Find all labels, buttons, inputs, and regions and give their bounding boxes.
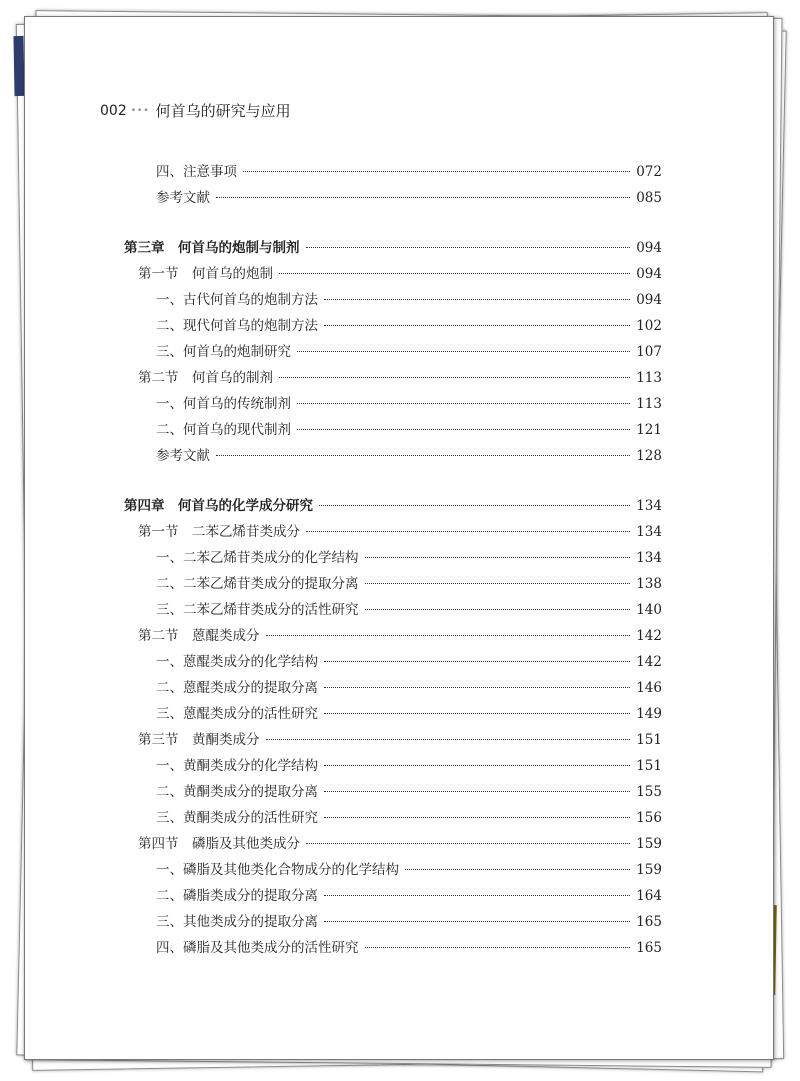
toc-page-number: 134 (636, 550, 662, 566)
toc-page-number: 159 (636, 862, 662, 878)
dot-leader (324, 895, 630, 896)
toc-page-number: 134 (636, 498, 662, 514)
toc-label: 二、蒽醌类成分的提取分离 (156, 680, 318, 696)
toc-entry (156, 314, 662, 334)
dot-leader (324, 299, 630, 300)
dot-leader (324, 791, 630, 792)
toc-page-number: 085 (636, 190, 662, 206)
toc-label: 二、黄酮类成分的提取分离 (156, 784, 318, 800)
dot-leader (324, 713, 630, 714)
dot-leader (279, 273, 630, 274)
toc-label: 四、磷脂及其他类成分的活性研究 (156, 940, 359, 956)
dot-leader (306, 843, 630, 844)
toc-label: 一、黄酮类成分的化学结构 (156, 758, 318, 774)
toc-entry (156, 418, 662, 438)
dot-leader (324, 765, 630, 766)
toc-page-number: 094 (636, 240, 662, 256)
dot-leader (279, 377, 630, 378)
toc-label: 三、何首乌的炮制研究 (156, 344, 291, 360)
dot-leader (324, 817, 630, 818)
toc-page-number: 094 (636, 292, 662, 308)
toc-label: 一、二苯乙烯苷类成分的化学结构 (156, 550, 359, 566)
toc-page-number: 155 (636, 784, 662, 800)
toc-label: 二、何首乌的现代制剂 (156, 422, 291, 438)
toc-label: 一、蒽醌类成分的化学结构 (156, 654, 318, 670)
dot-leader (324, 921, 630, 922)
dot-leader (365, 947, 631, 948)
toc-page-number: 146 (636, 680, 662, 696)
toc-section (138, 832, 662, 852)
dot-leader (216, 197, 630, 198)
dot-leader (216, 455, 630, 456)
toc-page-number: 156 (636, 810, 662, 826)
toc-entry (156, 598, 662, 618)
dot-leader (365, 557, 631, 558)
toc-page-number: 151 (636, 732, 662, 748)
toc-page-number: 142 (636, 654, 662, 670)
toc-label: 参考文献 (156, 448, 210, 464)
toc-label: 参考文献 (156, 190, 210, 206)
toc-page-number: 107 (636, 344, 662, 360)
toc-page-number: 164 (636, 888, 662, 904)
dot-leader (243, 171, 630, 172)
dot-leader (306, 531, 630, 532)
toc-entry (156, 702, 662, 722)
dot-leader (266, 739, 631, 740)
dot-leader (297, 403, 630, 404)
toc-page-number: 159 (636, 836, 662, 852)
toc-page-number: 113 (636, 396, 662, 412)
toc-entry (156, 288, 662, 308)
toc-label: 第一节 二苯乙烯苷类成分 (138, 524, 300, 540)
toc-entry (156, 546, 662, 566)
toc-page-number: 128 (636, 448, 662, 464)
toc-chapter (124, 494, 662, 514)
toc-entry (156, 572, 662, 592)
toc-section (138, 262, 662, 282)
toc-label: 四、注意事项 (156, 164, 237, 180)
toc-page-number: 140 (636, 602, 662, 618)
toc-entry (156, 444, 662, 464)
toc-section (138, 520, 662, 540)
toc-entry (156, 780, 662, 800)
toc-entry (156, 650, 662, 670)
toc-label: 一、何首乌的传统制剂 (156, 396, 291, 412)
toc-page-number: 165 (636, 940, 662, 956)
dot-leader (266, 635, 631, 636)
toc-page-number: 102 (636, 318, 662, 334)
dot-leader (324, 687, 630, 688)
toc-entry (156, 936, 662, 956)
toc-page-number: 165 (636, 914, 662, 930)
toc-page-number: 121 (636, 422, 662, 438)
toc-label: 第四章 何首乌的化学成分研究 (124, 498, 313, 514)
toc-entry (156, 392, 662, 412)
toc-label: 二、二苯乙烯苷类成分的提取分离 (156, 576, 359, 592)
toc-section (138, 624, 662, 644)
toc-label: 第三节 黄酮类成分 (138, 732, 260, 748)
toc-page-number: 094 (636, 266, 662, 282)
toc-entry (156, 884, 662, 904)
toc-entry (156, 186, 662, 206)
toc-label: 第三章 何首乌的炮制与制剂 (124, 240, 300, 256)
toc-page-number: 142 (636, 628, 662, 644)
dot-leader (319, 505, 630, 506)
toc-entry (156, 910, 662, 930)
dot-leader (405, 869, 630, 870)
dot-leader (365, 583, 631, 584)
toc-entry (156, 340, 662, 360)
header-page-number: 002 (100, 102, 127, 119)
toc-label: 三、二苯乙烯苷类成分的活性研究 (156, 602, 359, 618)
dot-leader (297, 351, 630, 352)
toc-label: 第四节 磷脂及其他类成分 (138, 836, 300, 852)
toc-label: 一、磷脂及其他类化合物成分的化学结构 (156, 862, 399, 878)
toc-entry (156, 858, 662, 878)
toc-section (138, 728, 662, 748)
toc-page-number: 072 (636, 164, 662, 180)
dot-leader (297, 429, 630, 430)
toc-label: 一、古代何首乌的炮制方法 (156, 292, 318, 308)
toc-page-number: 149 (636, 706, 662, 722)
toc-label: 第二节 蒽醌类成分 (138, 628, 260, 644)
header-book-title: 何首乌的研究与应用 (155, 102, 291, 120)
toc-label: 三、其他类成分的提取分离 (156, 914, 318, 930)
toc-section (138, 366, 662, 386)
dot-leader (365, 609, 631, 610)
toc-entry (156, 806, 662, 826)
dot-leader (324, 661, 630, 662)
toc-entry (156, 160, 662, 180)
toc-entry (156, 754, 662, 774)
header-separator: ••• (130, 105, 150, 116)
toc-label: 三、黄酮类成分的活性研究 (156, 810, 318, 826)
toc-page-number: 113 (636, 370, 662, 386)
toc-page-number: 151 (636, 758, 662, 774)
dot-leader (324, 325, 630, 326)
dot-leader (306, 247, 631, 248)
toc-page-number: 134 (636, 524, 662, 540)
toc-label: 第一节 何首乌的炮制 (138, 266, 273, 282)
toc-entry (156, 676, 662, 696)
toc-page-number: 138 (636, 576, 662, 592)
toc-label: 二、磷脂类成分的提取分离 (156, 888, 318, 904)
toc-chapter (124, 236, 662, 256)
toc-label: 二、现代何首乌的炮制方法 (156, 318, 318, 334)
toc-label: 三、蒽醌类成分的活性研究 (156, 706, 318, 722)
toc-label: 第二节 何首乌的制剂 (138, 370, 273, 386)
